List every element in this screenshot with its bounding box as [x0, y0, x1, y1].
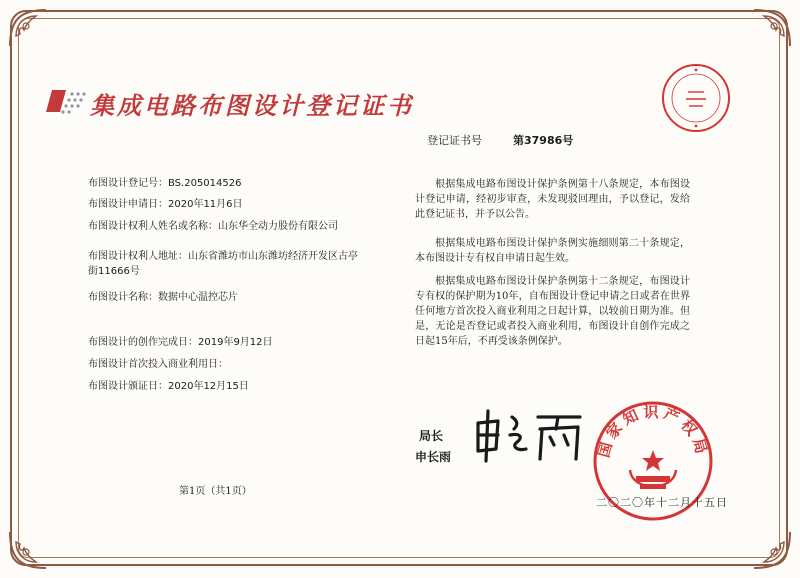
paragraph-effective: 根据集成电路布图设计保护条例实施细则第二十条规定，本布图设计专有权自申请日起生效。 — [415, 238, 690, 264]
field-label: 布图设计申请日： — [88, 199, 168, 210]
seal-text: 国家知识产权局 — [594, 403, 712, 460]
director-name: 申长雨 — [415, 450, 452, 464]
field-issue-date — [88, 379, 388, 394]
field-right-holder — [88, 219, 363, 234]
field-design-name — [88, 290, 388, 305]
field-holder-address — [88, 249, 363, 279]
field-value: 2020年11月6日 — [168, 199, 243, 210]
corner-ornament-top-left — [6, 6, 52, 52]
ic-logo-icon — [46, 86, 86, 116]
issue-date: 二〇二〇年十二月十五日 — [596, 496, 728, 509]
field-application-date — [88, 197, 388, 212]
field-value: 山东省潍坊市山东潍坊经济开发区古亭街11666号 — [88, 251, 358, 277]
field-label: 布图设计首次投入商业利用日： — [88, 359, 228, 370]
field-value: BS.205014526 — [168, 178, 242, 189]
paragraph-protection-term: 根据集成电路布图设计保护条例第十二条规定，布图设计专有权的保护期为10年，自布图设计登记申请之日或者在世界任何地方首次投入商业利用之日起计算，以较前日期为准。但是，无论是否登记或者投入商业利用，布图设计自创作完成之日起15年后，不再受该条例保护。 — [415, 276, 690, 347]
registration-number-label: 登记证书号 — [427, 134, 482, 147]
corner-ornament-bottom-left — [6, 526, 52, 572]
corner-ornament-bottom-right — [748, 526, 794, 572]
certificate-title: 集成电路布图设计登记证书 — [90, 91, 414, 120]
director-title: 局长 — [419, 429, 444, 443]
field-value: 山东华全动力股份有限公司 — [218, 221, 338, 232]
field-label: 布图设计的创作完成日： — [88, 337, 198, 348]
field-value: 2020年12月15日 — [168, 381, 249, 392]
corner-ornament-top-right — [748, 6, 794, 52]
field-label: 布图设计登记号： — [88, 178, 168, 189]
field-creation-date — [88, 335, 388, 350]
registration-seal-icon — [660, 62, 732, 134]
field-value: 2019年9月12日 — [198, 337, 273, 348]
field-label: 布图设计名称： — [88, 292, 158, 303]
field-value: 数据中心温控芯片 — [158, 292, 238, 303]
field-label: 布图设计颁证日： — [88, 381, 168, 392]
registration-number-value: 第37986号 — [513, 134, 574, 147]
page-indicator: 第1页（共1页） — [179, 486, 252, 497]
signature-icon — [472, 405, 587, 465]
paragraph-registration: 根据集成电路布图设计保护条例第十八条规定，本布图设计登记申请，经初步审查，未发现驳回理由，予以登记，发给此登记证书，并予以公告。 — [415, 179, 690, 220]
field-label: 布图设计权利人地址： — [88, 251, 188, 262]
field-registration-no — [88, 176, 388, 191]
field-first-commercial-use — [88, 357, 388, 372]
field-label: 布图设计权利人姓名或名称： — [88, 221, 218, 232]
